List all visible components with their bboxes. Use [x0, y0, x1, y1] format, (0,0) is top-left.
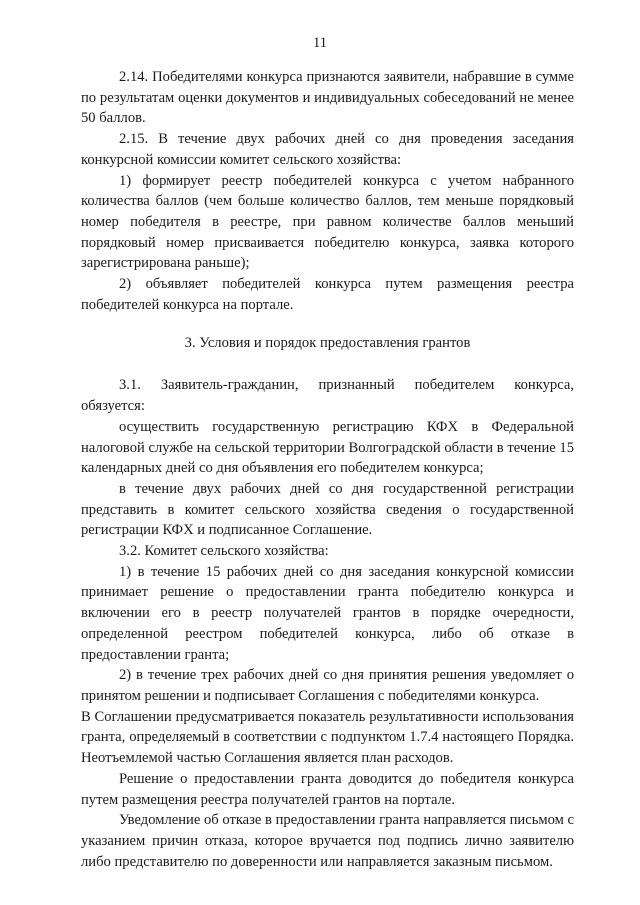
paragraph-2-15-item-1: 1) формирует реестр победителей конкурса с учетом набранного количества баллов (чем больше количество баллов, тем меньше порядковый номер победителя в реестре, при равном количестве баллов меньший порядковый номер присваивается победителю конкурса, заявка которого зарегистрирована раньше); — [81, 172, 574, 272]
paragraph-decision: Решение о предоставлении гранта доводится до победителя конкурса путем размещения реестра получателей грантов на портале. — [81, 770, 574, 808]
paragraph-3-2: 3.2. Комитет сельского хозяйства: — [119, 543, 329, 560]
page-number: 11 — [313, 35, 327, 51]
paragraph-3-1-obligation-1: осуществить государственную регистрацию КФХ в Федеральной налоговой службе на сельской территории Волгоградской области в течение 15 календарных дней со дня объявления его победителем конкурса; — [81, 418, 574, 477]
paragraph-2-14: 2.14. Победителями конкурса признаются заявители, набравшие в сумме по результатам оценки документов и индивидуальных собеседований не менее 50 баллов. — [81, 69, 574, 127]
document-body — [81, 67, 574, 872]
paragraph-refusal-notice: Уведомление об отказе в предоставлении гранта направляется письмом с указанием причин отказа, которое вручается под подпись лично заявителю либо представителю по доверенности или направляется заказным письмом. — [81, 812, 574, 870]
paragraph-3-1: 3.1. Заявитель-гражданин, признанный победителем конкурса, обязуется: — [81, 377, 574, 415]
paragraph-3-2-item-2: 2) в течение трех рабочих дней со дня принятия решения уведомляет о принятом решении и подписывает Соглашения с победителями конкурса. — [81, 667, 574, 704]
section-heading: 3. Условия и порядок предоставления грантов — [184, 335, 471, 352]
paragraph-2-15: 2.15. В течение двух рабочих дней со дня проведения заседания конкурсной комиссии комитет сельского хозяйства: — [81, 131, 574, 168]
paragraph-3-1-obligation-2: в течение двух рабочих дней со дня государственной регистрации представить в комитет сельского хозяйства сведения о государственной регистрации КФХ и подписанное Соглашение. — [81, 480, 574, 539]
paragraph-2-15-item-2: 2) объявляет победителей конкурса путем размещения реестра победителей конкурса на портале. — [81, 276, 574, 313]
paragraph-3-2-item-1: 1) в течение 15 рабочих дней со дня заседания конкурсной комиссии принимает решение о предоставлении гранта победителю конкурса и включении его в реестр получателей грантов в порядке очередности, определенной реестром победителей конкурса, либо об отказе в предоставлении гранта; — [81, 563, 574, 663]
paragraph-agreement: В Соглашении предусматривается показатель результативности использования гранта, определяемый в соответствии с подпунктом 1.7.4 настоящего Порядка. Неотъемлемой частью Соглашения является план расходов. — [81, 708, 574, 767]
